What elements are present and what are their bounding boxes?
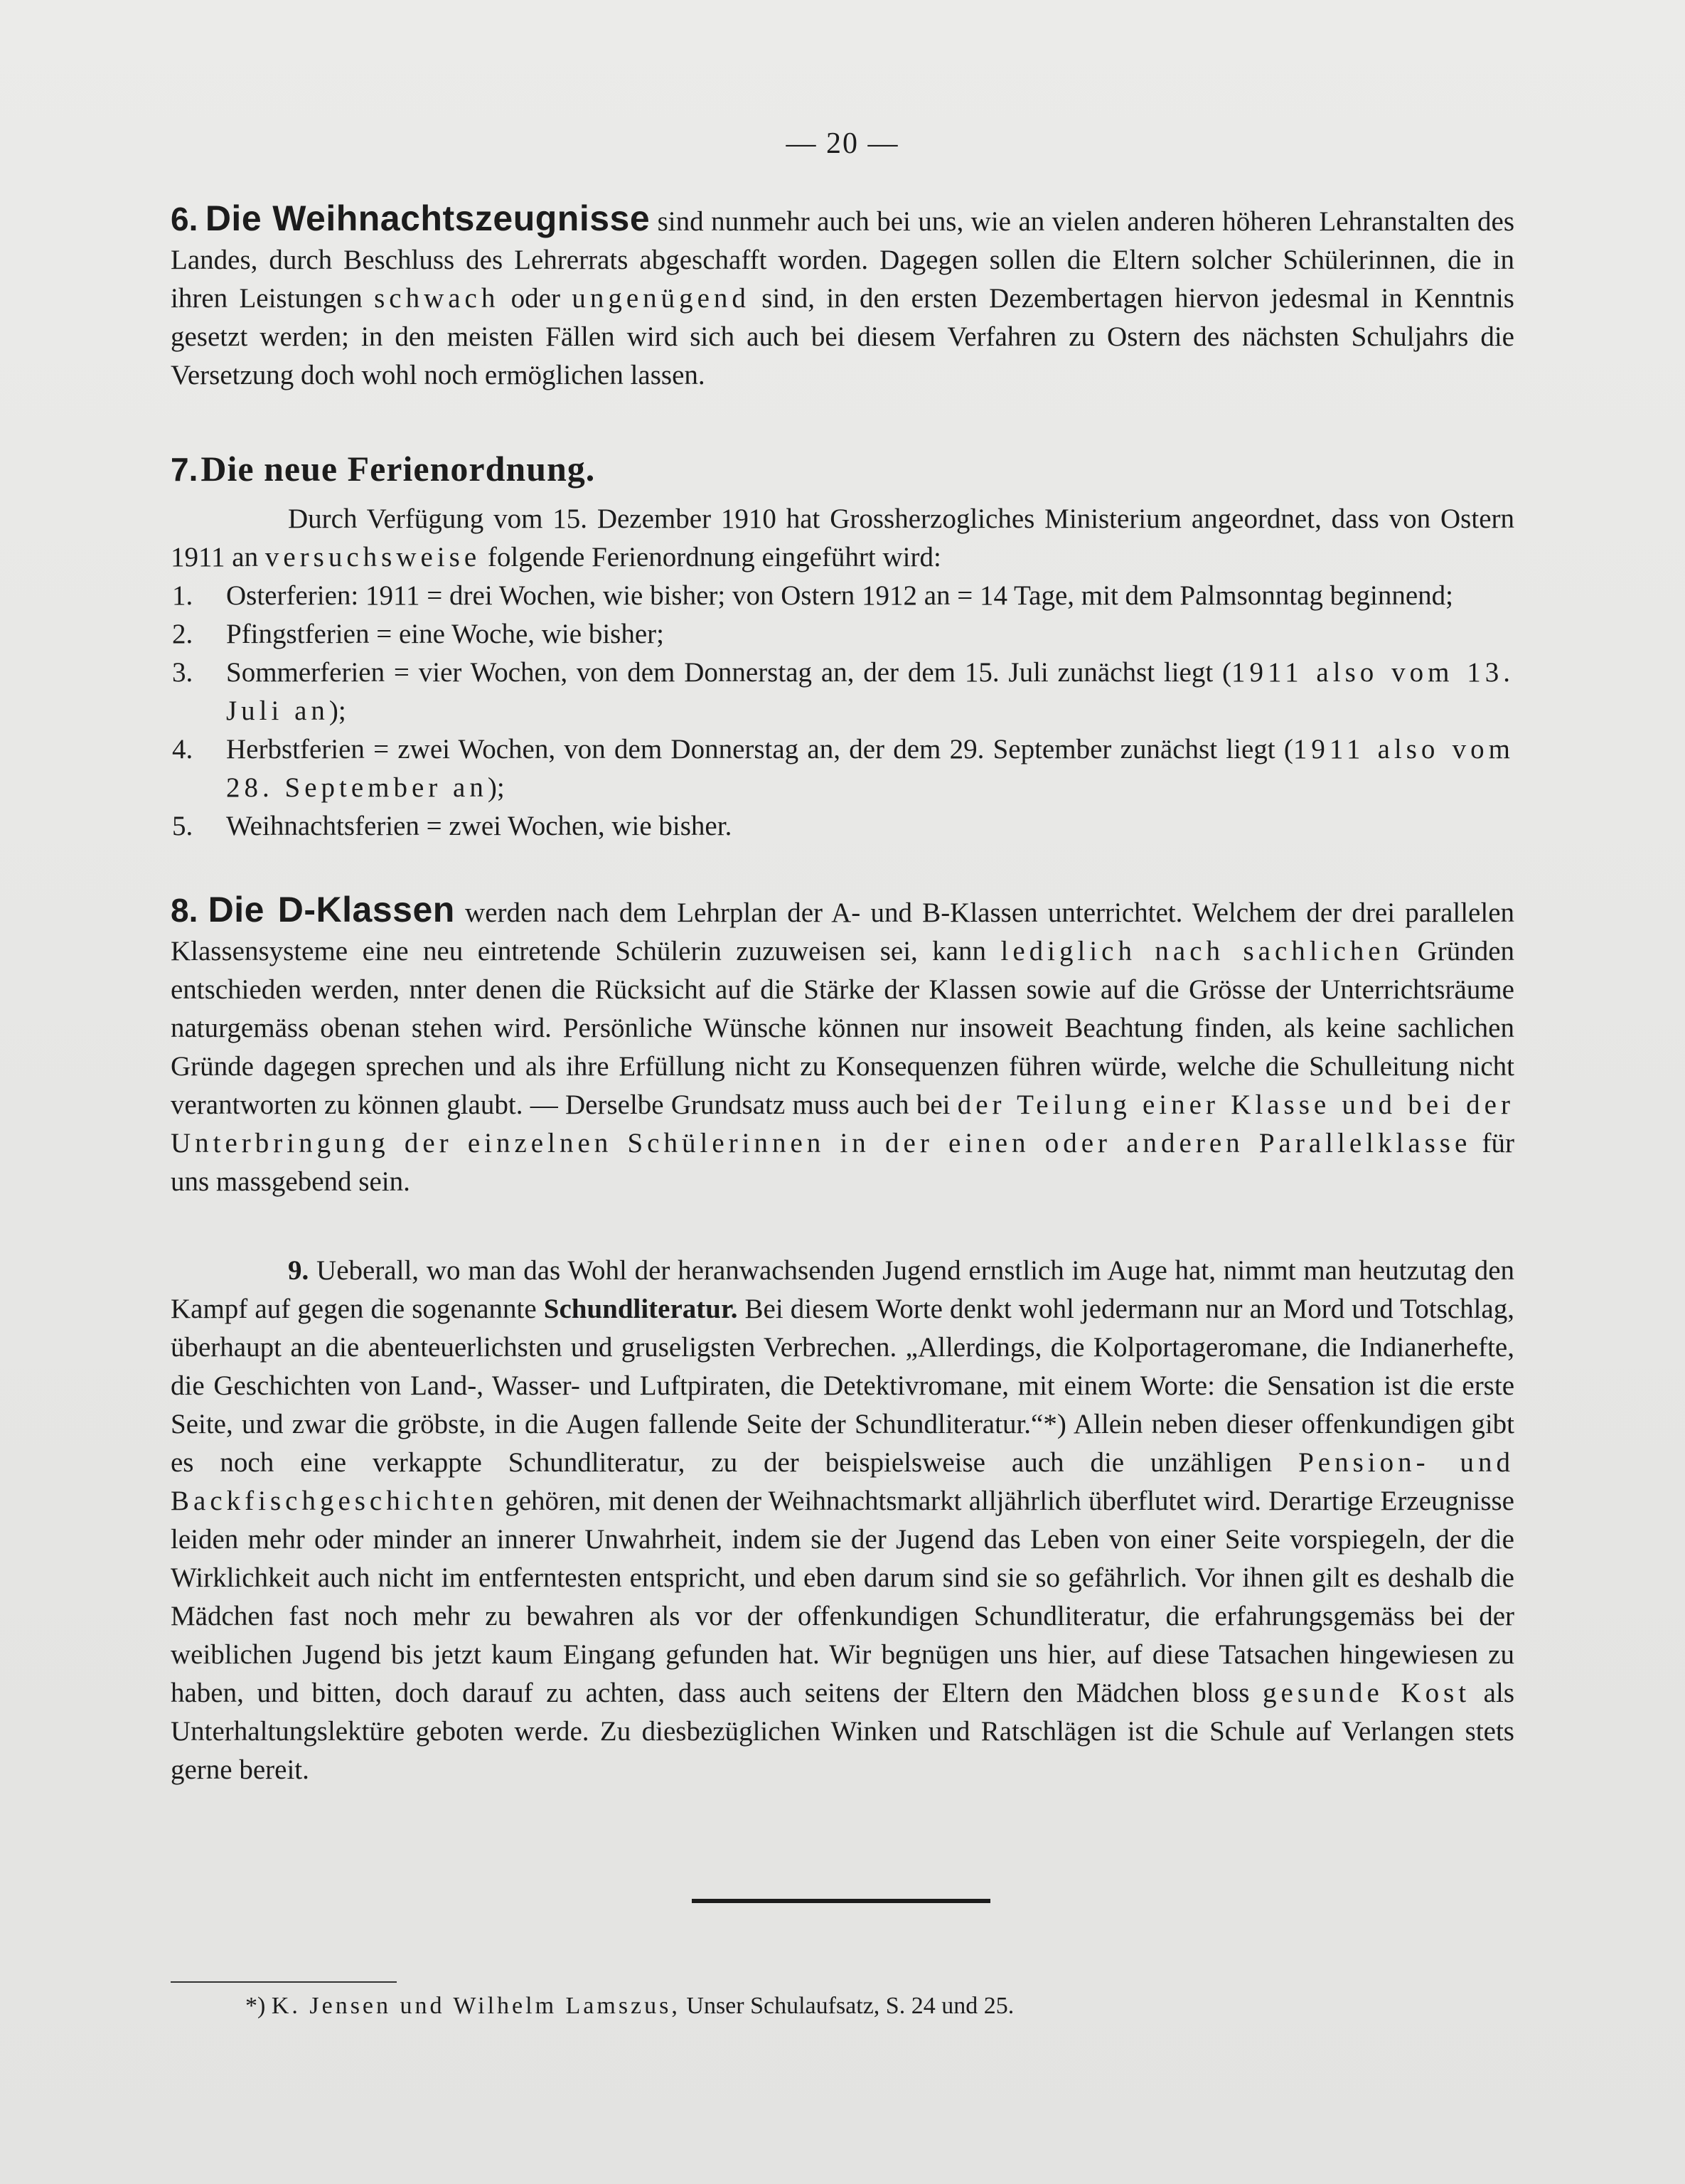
footnote-rule (171, 1981, 397, 1983)
holiday-list (156, 577, 1514, 846)
list-item-number: 1. (172, 580, 193, 611)
list-item-number: 4. (172, 734, 193, 765)
section-7-number: 7. (171, 451, 198, 488)
list-item-emphasis: 1911 also vom 13. Juli an (226, 657, 1514, 726)
section-6-title: Die Weihnachtszeugnisse (205, 198, 651, 238)
section-7-heading (171, 447, 1514, 500)
section-8-emphasis-b: der Teilung einer Klasse und bei der Unterbringung der einzelnen Schülerinnen in der einen oder anderen Parallelklasse (171, 1090, 1514, 1158)
section-6-number: 6. (171, 201, 198, 238)
section-6-emphasis-schwach: schwach (374, 283, 500, 314)
section-8-text-a: werden nach dem Lehrplan der A- und B-Klassen unterrichtet. Welchem der drei parallelen Klassensysteme eine neu eintretende Schülerin zuzuweisen sei, kann (171, 897, 1515, 966)
section-9-text-b: Bei diesem Worte denkt wohl jedermann nur an Mord und Totschlag, überhaupt an die abenteuerlichsten und gruseligsten Verbrechen. „Allerdings, die Kolportageromane, die Indianerhefte, die Geschichten von Land-, Wasser- und Luftpiraten, die Detektivromane, mit einem Worte: die Sensation ist die erste Seite, und zwar die gröbste, in die Augen fallende Seite der Schundliteratur.“*) Allein neben dieser offenkundigen gibt es noch eine verkappte Schundliteratur, zu der beispielsweise auch die unzähligen (171, 1294, 1514, 1478)
section-7-intro-b: folgende Ferienordnung eingeführt wird: (481, 542, 941, 572)
section-9-number: 9. (288, 1255, 309, 1286)
section-8-number: 8. (171, 892, 198, 929)
section-7-intro (171, 500, 1514, 577)
section-9-text-a: Ueberall, wo man das Wohl der heranwachsenden Jugend ernstlich im Auge hat, nimmt man heutzutag den Kampf auf gegen die sogenannte (171, 1255, 1514, 1324)
list-item-number: 5. (172, 811, 193, 841)
list-item-text: Herbstferien = zwei Wochen, von dem Donnerstag an, der dem 29. September zunächst liegt ( (226, 734, 1293, 765)
section-7-emphasis-versuchsweise: versuchsweise (264, 542, 481, 572)
list-item-number: 2. (172, 619, 193, 649)
section-end-rule (692, 1899, 990, 1903)
list-item (156, 654, 1514, 730)
section-7 (171, 447, 1514, 846)
list-item-number: 3. (172, 657, 193, 688)
section-7-title: Die neue Ferienordnung. (200, 449, 596, 489)
list-item (156, 730, 1514, 807)
list-item-text: Pfingstferien = eine Woche, wie bisher; (226, 619, 664, 649)
section-8-text-b: Gründen entschieden werden, nnter denen die Rücksicht auf die Stärke der Klassen sowie auf die Grösse der Unterrichtsräume naturgemäss obenan stehen wird. Persönliche Wünsche können nur insoweit Beachtung finden, als keine sachlichen Gründe dagegen sprechen und als ihre Erfüllung nicht zu Konsequenzen führen würde, welche die Schulleitung nicht verantworten zu können glaubt. — Derselbe Grundsatz muss auch bei (171, 936, 1515, 1120)
footnote-mark: *) (245, 1993, 272, 2019)
list-item-text: Weihnachtsferien = zwei Wochen, wie bisher. (226, 811, 732, 841)
footnote (245, 1990, 1014, 2023)
section-6-text-c: sind, in den ersten Dezembertagen hiervon jedesmal in Kenntnis gesetzt werden; in den meisten Fällen wird sich auch bei diesem Verfahren zu Ostern des nächsten Schuljahrs die Versetzung doch wohl noch ermöglichen lassen. (171, 283, 1514, 390)
section-6-emphasis-ungenuegend: ungenügend (572, 283, 750, 314)
section-8 (171, 890, 1514, 1201)
list-item-text-end: ); (328, 696, 346, 726)
section-9-text-d: als Unterhaltungslektüre geboten werde. Zu diesbezüglichen Winken und Ratschlägen ist die Schule auf Verlangen stets gerne bereit. (171, 1678, 1514, 1785)
section-6 (171, 199, 1514, 395)
section-8-title: Die D-Klassen (208, 890, 455, 929)
list-item (156, 615, 1514, 654)
section-6-text-b: oder (499, 283, 572, 314)
section-7-intro-a: Durch Verfügung vom 15. Dezember 1910 hat Grossherzogliches Ministerium angeordnet, dass von Ostern 1911 an (171, 504, 1514, 572)
list-item-text-end: ); (487, 772, 505, 803)
list-item-text: Sommerferien = vier Wochen, von dem Donnerstag an, der dem 15. Juli zunächst liegt ( (226, 657, 1232, 688)
section-8-text-c: für uns massgebend sein. (171, 1128, 1514, 1197)
section-9-bold-term: Schundliteratur. (543, 1294, 738, 1324)
list-item-emphasis: 1911 also vom 28. September an (226, 734, 1514, 803)
section-9-emphasis-b: gesunde Kost (1263, 1678, 1471, 1708)
list-item (156, 577, 1514, 615)
page-number: — 20 — (786, 127, 899, 160)
section-9-text-c: gehören, mit denen der Weihnachtsmarkt alljährlich überflutet wird. Derartige Erzeugnisse leiden mehr oder minder an innerer Unwahrheit, indem sie der Jugend das Leben von einer Seite vorspiegeln, der die Wirklichkeit auch nicht im entferntesten entspricht, und eben darum sind sie so gefährlich. Vor ihnen gilt es deshalb die Mädchen fast noch mehr zu bewahren als vor der offenkundigen Schundliteratur, die erfahrungsgemäss bei der weiblichen Jugend bis jetzt kaum Eingang gefunden hat. Wir begnügen uns hier, auf diese Tatsachen hingewiesen zu haben, und bitten, doch darauf zu achten, dass auch seitens der Eltern den Mädchen bloss (171, 1486, 1514, 1708)
section-9-emphasis-a: Pension- und Backfischgeschichten (171, 1447, 1515, 1516)
list-item (156, 807, 1514, 846)
section-9 (171, 1252, 1514, 1789)
section-8-emphasis-a: lediglich nach sachlichen (1000, 936, 1403, 966)
list-item-text: Osterferien: 1911 = drei Wochen, wie bisher; von Ostern 1912 an = 14 Tage, mit dem Palmsonntag beginnend; (226, 580, 1453, 611)
footnote-text: Unser Schulaufsatz, S. 24 und 25. (680, 1993, 1015, 2019)
footnote-authors: K. Jensen und Wilhelm Lamszus, (271, 1993, 680, 2019)
section-6-text-a: sind nunmehr auch bei uns, wie an vielen anderen höheren Lehranstalten des Landes, durch Beschluss des Lehrerrats abgeschafft worden. Dagegen sollen die Eltern solcher Schülerinnen, die in ihren Leistungen (171, 206, 1515, 314)
